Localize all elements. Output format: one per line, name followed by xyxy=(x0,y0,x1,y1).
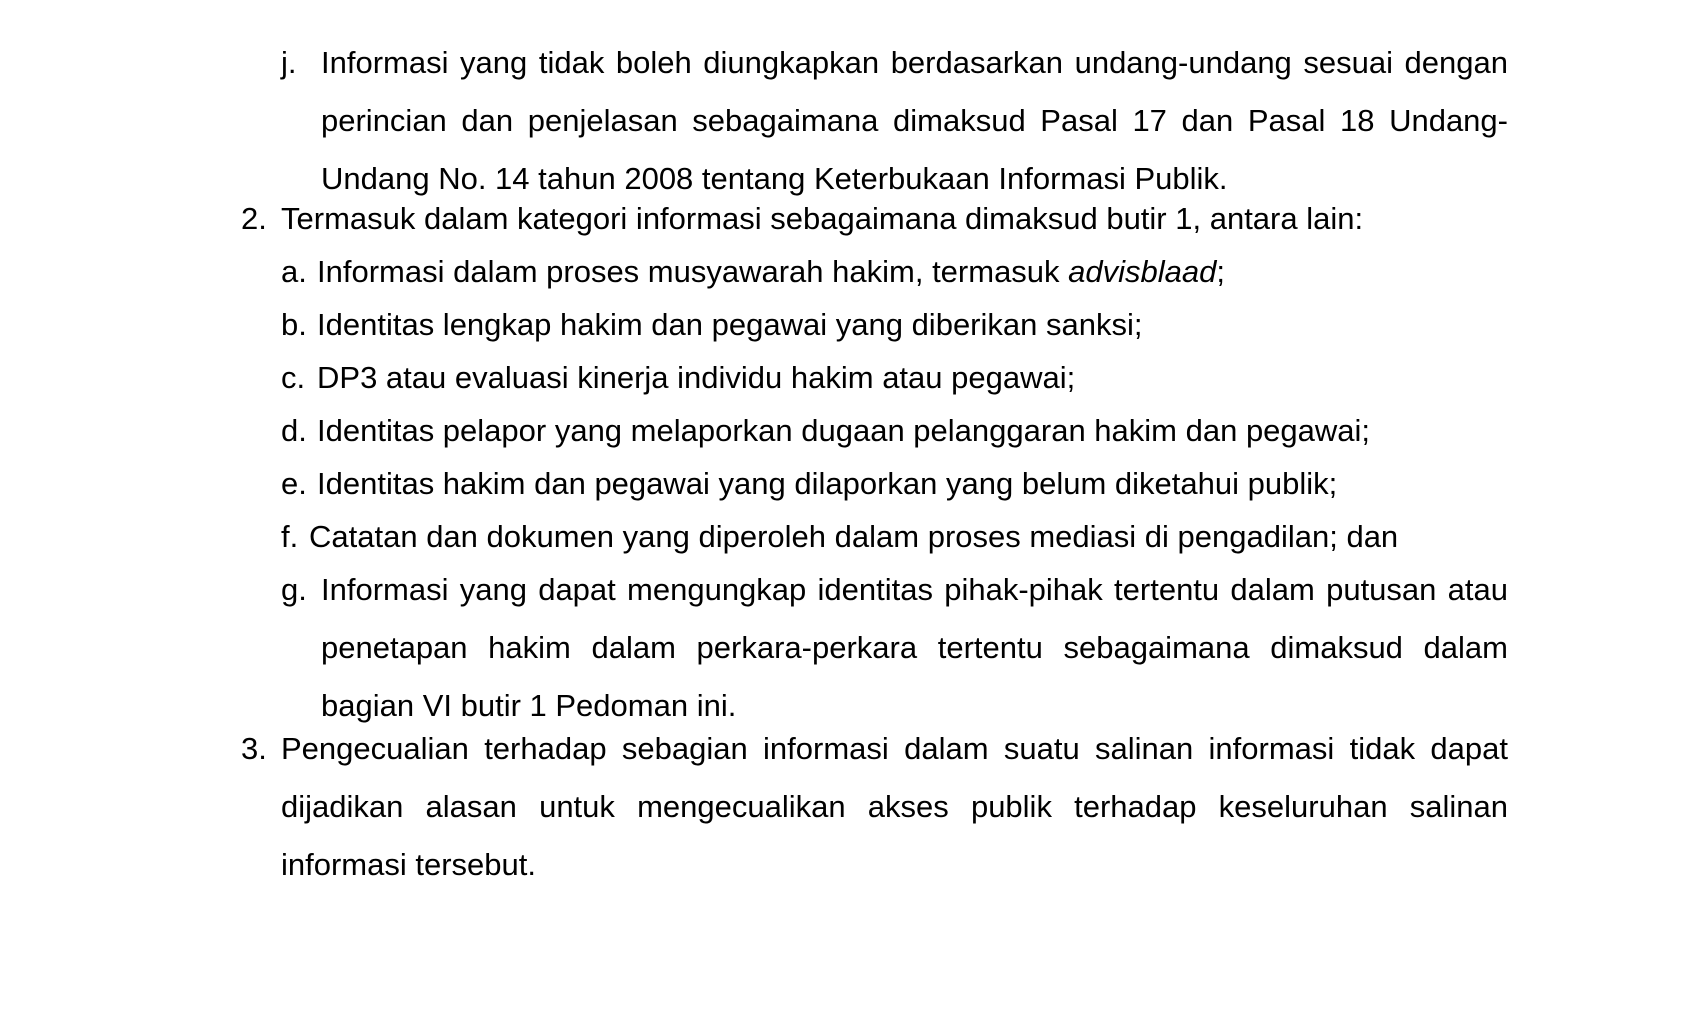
list-item-e xyxy=(281,455,1508,513)
list-marker: 2. xyxy=(241,201,267,236)
list-item-text: Informasi yang dapat mengungkap identitas pihak-pihak tertentu dalam putusan atau penetapan hakim dalam perkara-perkara tertentu sebagaimana dimaksud dalam bagian VI butir 1 Pedoman ini. xyxy=(321,572,1508,723)
list-item-text: Informasi yang tidak boleh diungkapkan berdasarkan undang-undang sesuai dengan perincian dan penjelasan sebagaimana dimaksud Pasal 17 dan Pasal 18 Undang-Undang No. 14 tahun 2008 tentang Keterbukaan Informasi Publik. xyxy=(321,45,1508,196)
list-marker: c. xyxy=(281,360,306,395)
italic-term: advisblaad xyxy=(1068,254,1217,289)
list-item-f xyxy=(281,508,1508,566)
list-item-g xyxy=(281,561,1508,735)
list-item-text: Termasuk dalam kategori informasi sebagaimana dimaksud butir 1, antara lain: xyxy=(281,201,1364,236)
text-run: ; xyxy=(1216,254,1226,289)
list-item-text: Pengecualian terhadap sebagian informasi dalam suatu salinan informasi tidak dapat dijadikan alasan untuk mengecualikan akses publik terhadap keseluruhan salinan informasi tersebut. xyxy=(281,731,1508,882)
list-item-text: Catatan dan dokumen yang diperoleh dalam proses mediasi di pengadilan; dan xyxy=(309,519,1399,554)
list-item-a xyxy=(281,243,1508,301)
list-item-text xyxy=(281,243,1508,301)
list-marker: a. xyxy=(281,254,307,289)
list-item-text: DP3 atau evaluasi kinerja individu hakim atau pegawai; xyxy=(317,360,1076,395)
list-marker: d. xyxy=(281,413,307,448)
list-item-3 xyxy=(241,720,1508,894)
list-marker: j. xyxy=(281,45,297,80)
list-item-text: Identitas hakim dan pegawai yang dilaporkan yang belum diketahui publik; xyxy=(317,466,1338,501)
list-item-text: Identitas lengkap hakim dan pegawai yang diberikan sanksi; xyxy=(317,307,1143,342)
list-marker: 3. xyxy=(241,731,267,766)
list-item-b xyxy=(281,296,1508,354)
list-item-2 xyxy=(241,190,1508,248)
text-run: Informasi dalam proses musyawarah hakim, termasuk xyxy=(317,254,1069,289)
list-item-text: Identitas pelapor yang melaporkan dugaan pelanggaran hakim dan pegawai; xyxy=(317,413,1371,448)
list-marker: g. xyxy=(281,572,307,607)
list-marker: b. xyxy=(281,307,307,342)
list-item-j xyxy=(281,34,1508,208)
list-item-c xyxy=(281,349,1508,407)
list-marker: e. xyxy=(281,466,307,501)
list-marker: f. xyxy=(281,519,299,554)
list-item-d xyxy=(281,402,1508,460)
